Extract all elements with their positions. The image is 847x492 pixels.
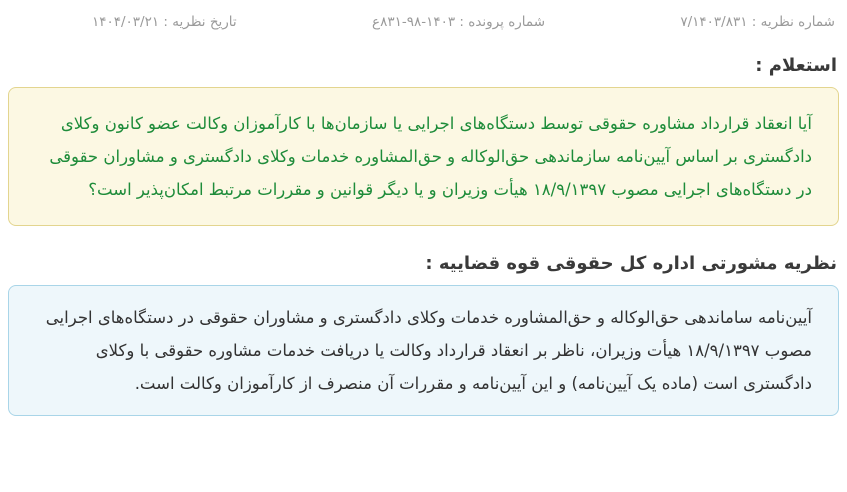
- opinion-text: آیین‌نامه ساماندهی حق‌الوکاله و حق‌المشاوره خدمات وکلای دادگستری و مشاوران حقوقی در دستگاه‌های اجرایی مصوب ۱۸/۹/۱۳۹۷ هیأت وزیران، ناظر بر انعقاد قرارداد وکالت یا دریافت خدمات مشاوره حقوقی با وکلای دادگستری است (ماده یک آیین‌نامه) و این آیین‌نامه و مقررات آن منصرف از کارآموزان وکالت است.: [45, 308, 812, 393]
- opinion-number-value: ۷/۱۴۰۳/۸۳۱: [680, 14, 748, 30]
- opinion-date-label: تاریخ نظریه :: [163, 14, 237, 30]
- case-number-label: شماره پرونده :: [459, 14, 546, 30]
- inquiry-box: [8, 87, 839, 226]
- case-number: [372, 12, 545, 32]
- inquiry-heading: استعلام :: [755, 55, 837, 76]
- opinion-number-label: شماره نظریه :: [751, 14, 835, 30]
- opinion-number: [680, 12, 835, 32]
- inquiry-text: آیا انعقاد قرارداد مشاوره حقوقی توسط دستگاه‌های اجرایی یا سازمان‌ها با کارآموزان وکالت عضو کانون وکلای دادگستری بر اساس آیین‌نامه سازماندهی حق‌الوکاله و حق‌المشاوره خدمات وکلای دادگستری و مشاوران حقوقی در دستگاه‌های اجرایی مصوب ۱۸/۹/۱۳۹۷ هیأت وزیران و یا دیگر قوانین و مقررات مرتبط امکان‌پذیر است؟: [49, 114, 812, 199]
- opinion-box: [8, 285, 839, 416]
- case-number-value: ۱۴۰۳-۹۸-۸۳۱ع: [372, 14, 456, 30]
- opinion-date-value: ۱۴۰۴/۰۳/۲۱: [92, 14, 160, 30]
- opinion-date: [92, 12, 237, 32]
- document-meta-header: [8, 12, 839, 32]
- opinion-heading: نظریه مشورتی اداره کل حقوقی قوه قضاییه :: [425, 253, 837, 274]
